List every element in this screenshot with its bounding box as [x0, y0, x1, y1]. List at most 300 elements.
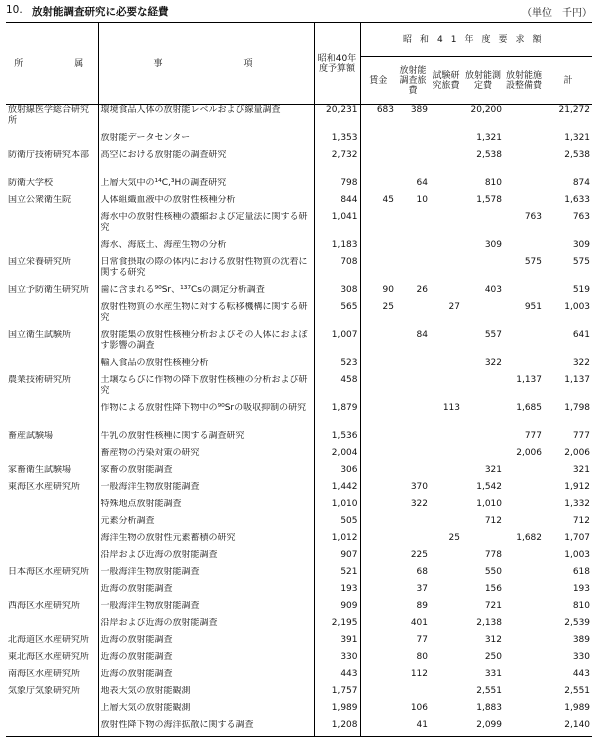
cell-total: 641 — [572, 329, 591, 340]
table-row — [6, 686, 592, 703]
cell-budget40: 1,353 — [314, 133, 360, 150]
cell-survey — [396, 516, 430, 533]
cell-wages — [360, 133, 396, 150]
cell-budget40: 523 — [314, 358, 360, 375]
cell-item: 土壌ならびに作物の降下放射性核種の分析および研究 — [98, 375, 314, 403]
cell-measure: 1,542 — [476, 481, 502, 492]
table-row — [6, 178, 592, 195]
cell-survey — [396, 240, 430, 257]
cell-test — [430, 584, 462, 601]
cell-budget40: 909 — [314, 601, 360, 618]
page-header — [6, 4, 592, 20]
col-header-wages: 賃金 — [360, 57, 396, 105]
cell-wages — [360, 375, 396, 403]
cell-item: 放射能データセンター — [98, 133, 314, 150]
cell-survey — [396, 375, 430, 403]
cell-survey: 106 — [410, 702, 428, 713]
table-row — [6, 240, 592, 257]
cell-wages — [360, 635, 396, 652]
cell-item: 放射能集の放射性核種分析およびその人体におよぼす影響の調査 — [98, 330, 314, 358]
cell-facility — [504, 703, 544, 720]
table-row — [6, 431, 592, 448]
cell-budget40: 1,536 — [314, 431, 360, 448]
cell-total: 2,140 — [544, 720, 592, 737]
cell-wages — [360, 601, 396, 618]
cell-budget40: 458 — [314, 375, 360, 403]
cell-wages — [360, 240, 396, 257]
cell-total: 2,538 — [564, 149, 591, 160]
cell-total: 1,633 — [564, 194, 591, 205]
cell-total: 2,539 — [564, 617, 591, 628]
cell-facility — [504, 358, 544, 375]
cell-wages — [360, 150, 396, 178]
table-row — [6, 516, 592, 533]
cell-measure: 550 — [484, 566, 502, 577]
cell-facility — [504, 240, 544, 257]
cell-budget40: 391 — [314, 635, 360, 652]
cell-wages: 25 — [382, 301, 394, 312]
cell-survey: 68 — [416, 566, 428, 577]
cell-item: 日常食摂取の際の体内における放射性物質の沈着に関する研究 — [98, 257, 314, 285]
cell-test — [430, 669, 462, 686]
cell-test — [430, 601, 462, 618]
cell-wages — [360, 703, 396, 720]
cell-facility: 1,685 — [516, 402, 542, 413]
table-row — [6, 550, 592, 567]
cell-survey — [396, 150, 430, 178]
table-row — [6, 652, 592, 669]
cell-item: 近海の放射能調査 — [98, 584, 314, 601]
cell-total: 1,989 — [564, 702, 591, 713]
table-row — [6, 302, 592, 330]
cell-measure: 322 — [484, 357, 502, 368]
table-row — [6, 105, 592, 133]
cell-budget40: 2,732 — [314, 150, 360, 178]
cell-facility: 2,006 — [516, 447, 542, 458]
cell-total: 309 — [572, 239, 591, 250]
table-row — [6, 448, 592, 465]
cell-budget40: 1,183 — [314, 240, 360, 257]
cell-survey: 41 — [396, 720, 430, 737]
table-row — [6, 533, 592, 550]
cell-wages — [360, 431, 396, 448]
cell-total: 322 — [572, 357, 591, 368]
table-row — [6, 669, 592, 686]
cell-item: 高空における放射能の調査研究 — [98, 150, 314, 178]
cell-measure: 2,551 — [476, 685, 502, 696]
table-row — [6, 584, 592, 601]
cell-wages — [360, 516, 396, 533]
cell-wages — [360, 533, 396, 550]
cell-test: 27 — [448, 301, 460, 312]
table-row — [6, 703, 592, 720]
cell-measure: 312 — [484, 634, 502, 645]
cell-total: 1,003 — [564, 549, 591, 560]
section-number: 10. — [6, 4, 23, 16]
cell-budget40: 844 — [314, 195, 360, 212]
table-row — [6, 465, 592, 482]
cell-test — [430, 285, 462, 302]
cell-facility — [504, 150, 544, 178]
table-row — [6, 133, 592, 150]
cell-test — [430, 499, 462, 516]
cell-wages — [360, 652, 396, 669]
col-header-facility: 放射能施設整備費 — [504, 57, 544, 105]
cell-wages — [360, 448, 396, 465]
cell-item: 歯に含まれる⁹⁰Sr、¹³⁷Csの測定分析調査 — [98, 285, 314, 302]
cell-survey: 84 — [416, 329, 428, 340]
cell-item: 畜産物の汚染対策の研究 — [98, 448, 314, 465]
cell-facility — [504, 105, 544, 133]
cell-measure: 2,538 — [476, 149, 502, 160]
table-row — [6, 618, 592, 635]
cell-total: 389 — [572, 634, 591, 645]
cell-wages — [360, 178, 396, 195]
cell-institution — [6, 584, 98, 601]
cell-institution: 防衛庁技術研究本部 — [6, 150, 98, 178]
cell-item: 特殊地点放射能調査 — [98, 499, 314, 516]
cell-survey — [396, 533, 430, 550]
cell-measure: 1,578 — [476, 194, 502, 205]
cell-institution — [6, 550, 98, 567]
cell-test — [430, 330, 462, 358]
cell-institution: 国立衛生試験所 — [6, 330, 98, 358]
cell-facility — [504, 465, 544, 482]
cell-survey — [396, 431, 430, 448]
cell-test — [430, 567, 462, 584]
cell-wages — [360, 330, 396, 358]
cell-item: 人体組織血液中の放射性核種分析 — [98, 195, 314, 212]
table-row — [6, 358, 592, 375]
cell-facility: 1,682 — [516, 532, 542, 543]
cell-wages — [360, 465, 396, 482]
cell-budget40: 1,879 — [314, 403, 360, 431]
cell-measure: 2,138 — [476, 617, 502, 628]
cell-item: 地表大気の放射能観測 — [98, 686, 314, 703]
col-header-budget40: 昭和40年度予算額 — [314, 23, 360, 105]
cell-item: 家畜の放射能調査 — [98, 465, 314, 482]
cell-survey — [396, 302, 430, 330]
cell-budget40: 1,041 — [314, 212, 360, 240]
cell-budget40: 1,989 — [314, 703, 360, 720]
cell-total: 810 — [572, 600, 591, 611]
cell-budget40: 708 — [314, 257, 360, 285]
cell-survey — [396, 465, 430, 482]
cell-institution: 家畜衛生試験場 — [6, 465, 98, 482]
cell-survey: 77 — [416, 634, 428, 645]
cell-survey — [396, 448, 430, 465]
cell-institution: 畜産試験場 — [6, 431, 98, 448]
cell-measure: 20,200 — [470, 105, 502, 115]
cell-budget40: 1,012 — [314, 533, 360, 550]
cell-budget40: 521 — [314, 567, 360, 584]
cell-survey: 89 — [416, 600, 428, 611]
col-header-item: 事 項 — [98, 23, 314, 105]
cell-wages — [360, 403, 396, 431]
cell-item: 一般海洋生物放射能調査 — [98, 482, 314, 499]
cell-institution: 東海区水産研究所 — [6, 482, 98, 499]
col-header-test: 試験研究旅費 — [430, 57, 462, 105]
cell-facility — [504, 482, 544, 499]
cell-wages: 683 — [376, 105, 394, 115]
cell-survey: 225 — [410, 549, 428, 560]
cell-budget40: 907 — [314, 550, 360, 567]
col-header-measure: 放射能測定費 — [462, 57, 504, 105]
cell-institution — [6, 212, 98, 240]
cell-test — [430, 686, 462, 703]
cell-institution — [6, 703, 98, 720]
cell-wages: 45 — [382, 194, 394, 205]
cell-budget40: 193 — [314, 584, 360, 601]
cell-institution — [6, 618, 98, 635]
table-row — [6, 257, 592, 285]
table-row — [6, 499, 592, 516]
cell-institution — [6, 403, 98, 431]
cell-test: 25 — [448, 532, 460, 543]
cell-measure: 1,883 — [476, 702, 502, 713]
cell-item: 輸入食品の放射性核種分析 — [98, 358, 314, 375]
cell-institution: 北海道区水産研究所 — [6, 635, 98, 652]
page-title: 放射能調査研究に必要な経費 — [32, 6, 169, 18]
cell-institution: 放射線医学総合研究所 — [6, 105, 98, 133]
cell-total: 1,321 — [564, 132, 591, 143]
cell-test — [430, 178, 462, 195]
cell-institution: 西海区水産研究所 — [6, 601, 98, 618]
cell-facility — [504, 618, 544, 635]
cell-survey — [396, 212, 430, 240]
table-row — [6, 195, 592, 212]
cell-institution — [6, 240, 98, 257]
cell-item: 環境食品人体の放射能レベルおよび線量調査 — [98, 105, 314, 133]
cell-test — [430, 482, 462, 499]
cell-total: 330 — [572, 651, 591, 662]
cell-budget40: 1,010 — [314, 499, 360, 516]
cell-test — [430, 375, 462, 403]
cell-measure — [462, 257, 504, 285]
cell-test: 113 — [442, 402, 460, 413]
cell-institution: 気象庁気象研究所 — [6, 686, 98, 703]
cell-measure: 403 — [484, 284, 502, 295]
cell-item: 海水、海底土、海産生物の分析 — [98, 240, 314, 257]
cell-total: 1,332 — [564, 498, 591, 509]
cell-total: 712 — [572, 515, 591, 526]
cell-total: 874 — [572, 177, 591, 188]
cell-facility — [504, 669, 544, 686]
cell-total: 1,137 — [564, 374, 591, 385]
cell-facility: 777 — [524, 430, 542, 441]
cell-measure — [462, 212, 504, 240]
cell-measure: 721 — [484, 600, 502, 611]
cell-item: 元素分析調査 — [98, 516, 314, 533]
cell-test — [430, 195, 462, 212]
cell-budget40: 565 — [314, 302, 360, 330]
cell-wages: 90 — [382, 284, 394, 295]
cell-test — [430, 212, 462, 240]
cell-measure: 778 — [484, 549, 502, 560]
cell-institution: 国立予防衛生研究所 — [6, 285, 98, 302]
cell-measure — [462, 533, 504, 550]
cell-institution — [6, 533, 98, 550]
cell-item: 上層大気中の¹⁴C,³Hの調査研究 — [98, 178, 314, 195]
cell-test — [430, 635, 462, 652]
cell-facility — [504, 550, 544, 567]
cell-facility — [504, 635, 544, 652]
cell-wages — [360, 550, 396, 567]
cell-budget40: 505 — [314, 516, 360, 533]
cell-test — [430, 431, 462, 448]
cell-institution: 南海区水産研究所 — [6, 669, 98, 686]
cell-item: 上層大気の放射能観測 — [98, 703, 314, 720]
cell-total: 519 — [572, 284, 591, 295]
cell-facility — [504, 567, 544, 584]
col-header-survey: 放射能調査旅費 — [396, 57, 430, 105]
cell-institution — [6, 302, 98, 330]
cell-institution: 日本海区水産研究所 — [6, 567, 98, 584]
cell-test — [430, 257, 462, 285]
cell-test — [430, 720, 462, 737]
cell-measure: 1,321 — [476, 132, 502, 143]
cell-measure — [462, 431, 504, 448]
cell-wages — [360, 584, 396, 601]
cell-measure: 810 — [484, 177, 502, 188]
cell-facility: 575 — [524, 256, 542, 267]
cell-test — [430, 652, 462, 669]
cell-total: 193 — [572, 583, 591, 594]
cell-budget40: 1,757 — [314, 686, 360, 703]
cell-wages — [360, 669, 396, 686]
cell-item: 一般海洋生物放射能調査 — [98, 601, 314, 618]
cell-survey — [396, 686, 430, 703]
cell-budget40: 306 — [314, 465, 360, 482]
cell-test — [430, 150, 462, 178]
cell-measure: 331 — [484, 668, 502, 679]
table-row — [6, 150, 592, 178]
cell-facility: 1,137 — [516, 374, 542, 385]
cell-measure: 156 — [484, 583, 502, 594]
cell-total: 1,707 — [564, 532, 591, 543]
cell-wages — [360, 567, 396, 584]
cell-wages — [360, 618, 396, 635]
cell-test — [430, 240, 462, 257]
cell-institution: 東北海区水産研究所 — [6, 652, 98, 669]
cell-wages — [360, 686, 396, 703]
cell-survey: 64 — [416, 177, 428, 188]
cell-survey: 322 — [410, 498, 428, 509]
cell-institution — [6, 448, 98, 465]
cell-survey — [396, 358, 430, 375]
cell-facility: 763 — [524, 211, 542, 222]
cell-wages — [360, 720, 396, 737]
cell-total: 1,798 — [564, 402, 591, 413]
cell-wages — [360, 358, 396, 375]
cell-test — [430, 516, 462, 533]
cell-total: 1,003 — [564, 301, 591, 312]
cell-measure — [462, 375, 504, 403]
cell-test — [430, 550, 462, 567]
cell-measure: 309 — [484, 239, 502, 250]
cell-item: 作物による放射性降下物中の⁹⁰Srの吸収抑制の研究 — [98, 403, 314, 431]
cell-total: 2,006 — [564, 447, 591, 458]
table-row — [6, 482, 592, 499]
cell-facility — [504, 178, 544, 195]
cell-facility — [504, 133, 544, 150]
cell-measure — [462, 302, 504, 330]
cell-survey — [396, 133, 430, 150]
cell-test — [430, 448, 462, 465]
cell-facility — [504, 285, 544, 302]
cell-institution — [6, 516, 98, 533]
cell-total: 21,272 — [558, 105, 591, 115]
cell-facility — [504, 499, 544, 516]
cell-institution: 国立栄養研究所 — [6, 257, 98, 285]
cell-item: 近海の放射能調査 — [98, 652, 314, 669]
col-header-request-group: 昭和41年度要求額 — [360, 23, 592, 57]
cell-survey — [396, 403, 430, 431]
cell-survey: 401 — [410, 617, 428, 628]
cell-item: 近海の放射能調査 — [98, 669, 314, 686]
cell-survey: 370 — [410, 481, 428, 492]
cell-measure — [462, 403, 504, 431]
cell-budget40: 2,004 — [314, 448, 360, 465]
cell-measure: 2,099 — [462, 720, 504, 737]
cell-wages — [360, 257, 396, 285]
cell-item: 近海の放射能調査 — [98, 635, 314, 652]
cell-institution — [6, 358, 98, 375]
cell-facility — [504, 686, 544, 703]
cell-total: 321 — [572, 464, 591, 475]
cell-facility — [504, 195, 544, 212]
cell-total: 2,551 — [564, 685, 591, 696]
table-row — [6, 212, 592, 240]
cell-total: 763 — [572, 211, 591, 222]
table-row — [6, 567, 592, 584]
cell-budget40: 2,195 — [314, 618, 360, 635]
cell-survey: 80 — [416, 651, 428, 662]
cell-institution — [6, 499, 98, 516]
cell-facility — [504, 330, 544, 358]
cell-survey: 37 — [416, 583, 428, 594]
table-row — [6, 635, 592, 652]
cell-total: 777 — [572, 430, 591, 441]
cell-institution — [6, 133, 98, 150]
cell-institution: 防衛大学校 — [6, 178, 98, 195]
table-row — [6, 403, 592, 431]
cell-wages — [360, 482, 396, 499]
cell-item: 牛乳の放射性核種に関する調査研究 — [98, 431, 314, 448]
cell-budget40: 1,208 — [314, 720, 360, 737]
cell-test — [430, 465, 462, 482]
cell-survey — [396, 257, 430, 285]
cell-measure: 321 — [484, 464, 502, 475]
cell-total: 443 — [572, 668, 591, 679]
cell-institution: 国立公衆衛生院 — [6, 195, 98, 212]
cell-item: 沿岸および近海の放射能調査 — [98, 550, 314, 567]
col-header-total: 計 — [544, 57, 592, 105]
cell-budget40: 798 — [314, 178, 360, 195]
cell-facility — [504, 601, 544, 618]
cell-item: 海洋生物の放射性元素蓄積の研究 — [98, 533, 314, 550]
cell-institution — [6, 720, 98, 737]
cell-facility — [504, 516, 544, 533]
cell-test — [430, 618, 462, 635]
cell-total: 1,912 — [564, 481, 591, 492]
cell-survey: 26 — [416, 284, 428, 295]
cell-item: 沿岸および近海の放射能調査 — [98, 618, 314, 635]
cell-test — [430, 133, 462, 150]
cell-budget40: 20,231 — [314, 105, 360, 133]
cell-facility — [504, 652, 544, 669]
cell-survey: 389 — [410, 105, 428, 115]
